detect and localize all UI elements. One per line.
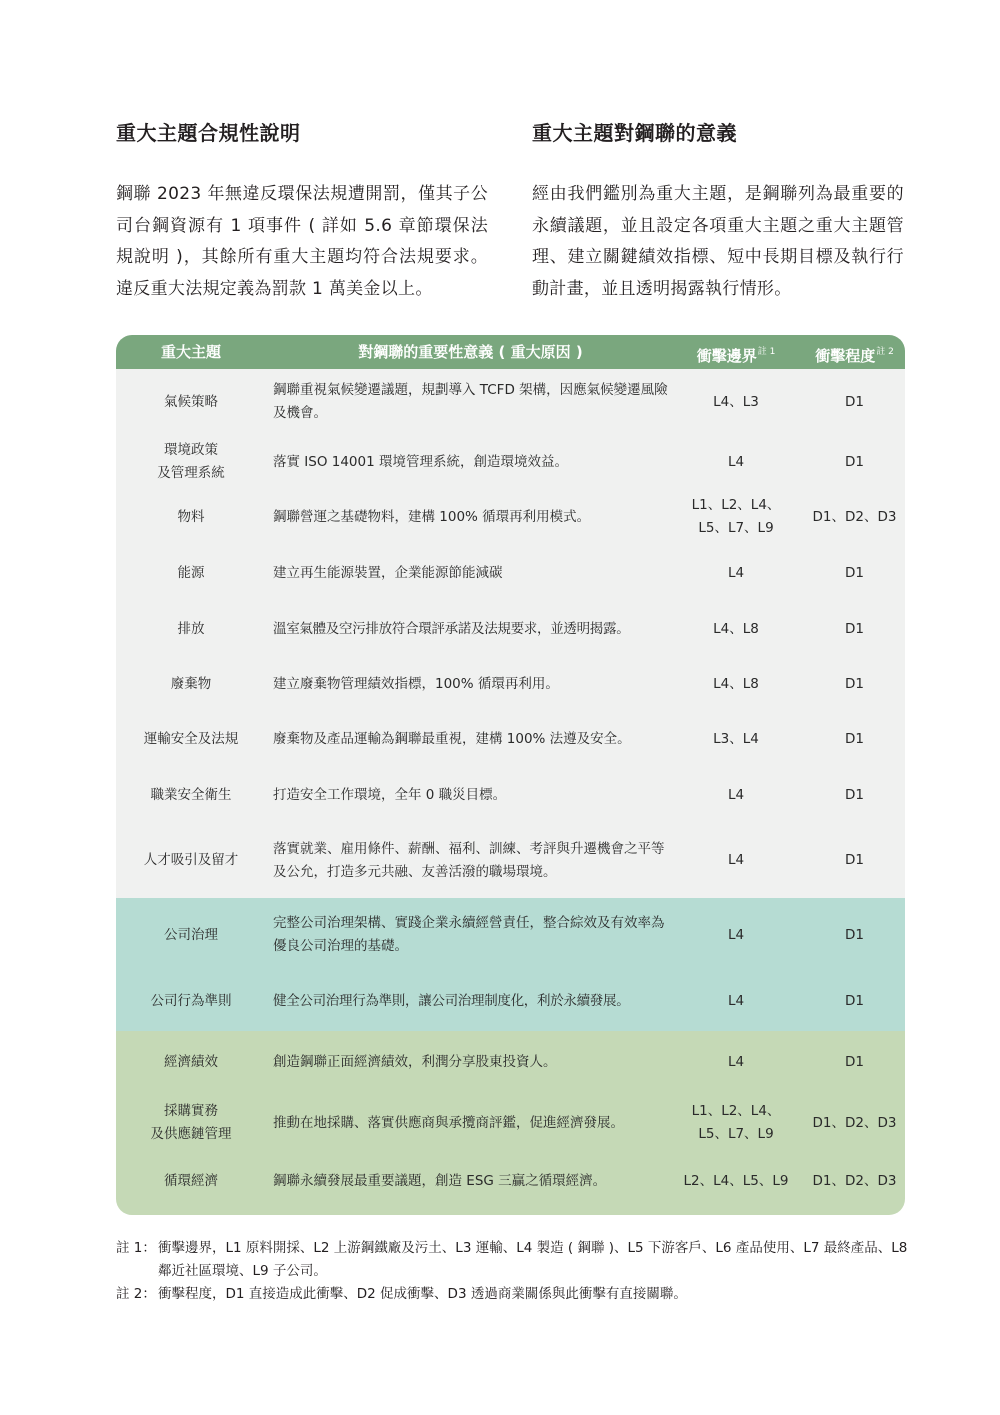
table-row <box>116 545 905 601</box>
degree-cell: D1 <box>845 564 864 581</box>
header-degree-label: 衝擊程度 <box>815 347 876 365</box>
topic-cell: 排放 <box>177 620 205 637</box>
header-topic: 重大主題 <box>160 343 221 361</box>
significance-cell: 落實 ISO 14001 環境管理系統，創造環境效益。 <box>273 453 568 470</box>
compliance-section <box>116 118 488 305</box>
header-boundary-note: 註 1 <box>757 347 776 357</box>
significance-cell: 健全公司治理行為準則，讓公司治理制度化，利於永續發展。 <box>273 993 630 1009</box>
significance-cell: 創造鋼聯正面經濟績效，利潤分享股東投資人。 <box>273 1053 557 1070</box>
boundary-cell: L4 <box>727 852 745 868</box>
significance-body: 經由我們鑑別為重大主題，是鋼聯列為最重要的永續議題，並且設定各項重大主題之重大主題管理、建立關鍵績效指標、短中長期目標及執行行動計畫，並且透明揭露執行情形。 <box>532 184 904 299</box>
footnote-text: 衝擊邊界，L1 原料開採、L2 上游鋼鐵廠及污土、L3 運輸、L4 製造 ( 鋼聯 )、L5 下游客戶、L6 產品使用、L7 最終產品、L8 鄰近社區環境、L9 子公司。 <box>158 1240 908 1279</box>
table-row <box>116 1031 905 1093</box>
table-row <box>116 601 905 657</box>
degree-cell: D1 <box>845 453 864 470</box>
table-row <box>116 1153 905 1209</box>
compliance-body: 鋼聯 2023 年無違反環保法規遭開罰，僅其子公司台鋼資源有 1 項事件 ( 詳如 5.6 章節環保法規說明 )，其餘所有重大主題均符合法規要求。違反重大法規定義為罰款 1 萬美金以上。 <box>116 184 488 299</box>
significance-cell: 鋼聯營運之基礎物料，建構 100% 循環再利用模式。 <box>273 508 591 525</box>
degree-cell: D1 <box>845 993 864 1009</box>
boundary-cell: L4 <box>727 453 745 470</box>
topic-cell: 氣候策略 <box>164 393 218 410</box>
degree-cell: D1 <box>845 393 864 410</box>
significance-cell: 鋼聯重視氣候變遷議題，規劃導入 TCFD 架構，因應氣候變遷風險及機會。 <box>273 382 668 421</box>
boundary-cell: L4 <box>727 1053 745 1070</box>
topic-cell: 公司治理 <box>164 926 218 943</box>
degree-cell: D1 <box>845 786 864 803</box>
table-row <box>116 657 905 711</box>
boundary-cell: L2、L4、L5、L9 <box>683 1172 789 1189</box>
boundary-cell: L1、L2、L4、L5、L7、L9 <box>691 1103 781 1142</box>
significance-cell: 廢棄物及產品運輸為鋼聯最重視，建構 100% 法遵及安全。 <box>273 730 631 747</box>
table-row <box>116 898 905 972</box>
significance-title: 重大主題對鋼聯的意義 <box>532 121 737 145</box>
topic-cell: 公司行為準則 <box>150 993 232 1009</box>
footnote-label: 註 2： <box>116 1286 156 1302</box>
topic-cell: 物料 <box>177 508 205 525</box>
degree-cell: D1 <box>845 852 864 868</box>
degree-cell: D1 <box>845 675 864 692</box>
footnotes <box>116 1237 916 1306</box>
footnote <box>116 1237 916 1283</box>
boundary-cell: L1、L2、L4、L5、L7、L9 <box>691 497 781 536</box>
significance-cell: 溫室氣體及空污排放符合環評承諾及法規要求，並透明揭露。 <box>273 620 630 637</box>
degree-cell: D1 <box>845 1053 864 1070</box>
boundary-cell: L4、L8 <box>713 675 759 692</box>
topic-cell: 能源 <box>177 564 205 581</box>
significance-cell: 推動在地採購、落實供應商與承攬商評鑑，促進經濟發展。 <box>273 1114 624 1131</box>
material-topics-table <box>116 335 905 1215</box>
table-row <box>116 972 905 1031</box>
header-boundary-label: 衝擊邊界 <box>696 347 757 365</box>
topic-cell: 採購實務 及供應鏈管理 <box>150 1103 232 1142</box>
table-row <box>116 767 905 823</box>
topic-cell: 運輸安全及法規 <box>143 730 239 747</box>
boundary-cell: L4、L3 <box>713 393 759 410</box>
significance-cell: 落實就業、雇用條件、薪酬、福利、訓練、考評與升遷機會之平等及公允，打造多元共融、友善活潑的職場環境。 <box>273 840 665 880</box>
significance-cell: 打造安全工作環境，全年 0 職災目標。 <box>273 786 507 803</box>
table-row <box>116 711 905 767</box>
boundary-cell: L4、L8 <box>713 620 759 637</box>
boundary-cell: L4 <box>727 993 745 1009</box>
topic-cell: 人才吸引及留才 <box>143 852 239 868</box>
boundary-cell: L4 <box>727 786 745 803</box>
degree-cell: D1、D2、D3 <box>812 508 897 525</box>
topic-cell: 環境政策 及管理系統 <box>157 442 225 481</box>
significance-cell: 建立再生能源裝置，企業能源節能減碳 <box>273 564 503 581</box>
boundary-cell: L3、L4 <box>713 730 759 747</box>
degree-cell: D1 <box>845 620 864 637</box>
table-row <box>116 489 905 545</box>
table-row <box>116 369 905 435</box>
degree-cell: D1 <box>845 730 864 747</box>
footnote-text: 衝擊程度，D1 直接造成此衝擊、D2 促成衝擊、D3 透過商業關係與此衝擊有直接關聯。 <box>158 1286 687 1302</box>
header-degree-note: 註 2 <box>876 347 894 357</box>
degree-cell: D1、D2、D3 <box>812 1114 897 1131</box>
topic-cell: 廢棄物 <box>170 675 212 692</box>
table-row <box>116 435 905 489</box>
significance-cell: 鋼聯永續發展最重要議題，創造 ESG 三贏之循環經濟。 <box>273 1172 607 1189</box>
significance-cell: 完整公司治理架構、實踐企業永續經營責任，整合綜效及有效率為優良公司治理的基礎。 <box>273 915 665 954</box>
topic-cell: 經濟績效 <box>164 1053 218 1070</box>
table-row <box>116 1093 905 1153</box>
boundary-cell: L4 <box>727 926 745 943</box>
degree-cell: D1、D2、D3 <box>812 1172 897 1189</box>
significance-cell: 建立廢棄物管理績效指標，100% 循環再利用。 <box>273 675 559 692</box>
header-boundary <box>668 335 804 369</box>
compliance-title: 重大主題合規性說明 <box>116 121 301 145</box>
topic-cell: 循環經濟 <box>164 1172 218 1189</box>
table-header <box>116 335 905 369</box>
header-degree <box>804 335 905 369</box>
footnote-label: 註 1： <box>116 1240 156 1256</box>
significance-section <box>532 118 904 305</box>
header-significance: 對鋼聯的重要性意義 ( 重大原因 ) <box>358 343 583 361</box>
boundary-cell: L4 <box>727 564 745 581</box>
degree-cell: D1 <box>845 926 864 943</box>
footnote <box>116 1283 916 1306</box>
table-row <box>116 823 905 898</box>
topic-cell: 職業安全衛生 <box>150 786 232 803</box>
